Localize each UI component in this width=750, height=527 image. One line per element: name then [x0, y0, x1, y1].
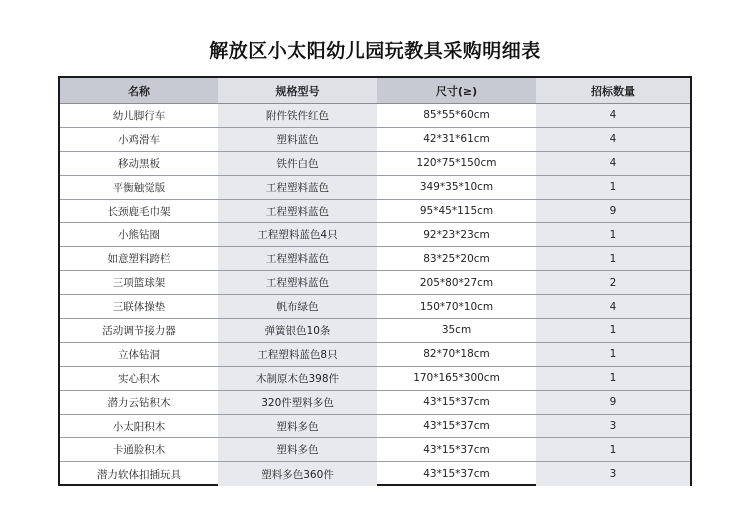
cell-size: 150*70*10cm	[377, 295, 536, 319]
cell-name: 如意塑料跨栏	[60, 247, 218, 271]
cell-size: 83*25*20cm	[377, 247, 536, 271]
table-header-row	[60, 78, 690, 104]
cell-size: 95*45*115cm	[377, 199, 536, 223]
table-body	[60, 104, 690, 486]
cell-quantity: 4	[536, 151, 690, 175]
table-row	[60, 295, 690, 319]
procurement-table	[58, 76, 692, 486]
cell-spec: 塑料多色	[218, 438, 377, 462]
cell-name: 幼儿脚行车	[60, 104, 218, 128]
table-row	[60, 366, 690, 390]
table-row	[60, 127, 690, 151]
cell-name: 卡通脸积木	[60, 438, 218, 462]
cell-name: 实心积木	[60, 366, 218, 390]
cell-name: 小太阳积木	[60, 414, 218, 438]
cell-name: 三项篮球架	[60, 271, 218, 295]
cell-quantity: 1	[536, 223, 690, 247]
cell-spec: 塑料蓝色	[218, 127, 377, 151]
table-row	[60, 104, 690, 128]
cell-quantity: 1	[536, 438, 690, 462]
cell-quantity: 1	[536, 175, 690, 199]
cell-spec: 工程塑料蓝色	[218, 271, 377, 295]
cell-name: 三联体操垫	[60, 295, 218, 319]
cell-quantity: 4	[536, 295, 690, 319]
header-quantity: 招标数量	[536, 78, 690, 104]
table-row	[60, 271, 690, 295]
cell-name: 立体钻洞	[60, 342, 218, 366]
cell-quantity: 9	[536, 199, 690, 223]
cell-size: 120*75*150cm	[377, 151, 536, 175]
cell-quantity: 1	[536, 319, 690, 343]
cell-quantity: 1	[536, 342, 690, 366]
table-row	[60, 390, 690, 414]
header-name: 名称	[60, 78, 218, 104]
cell-spec: 铁件白色	[218, 151, 377, 175]
cell-size: 42*31*61cm	[377, 127, 536, 151]
cell-name: 长颈鹿毛巾架	[60, 199, 218, 223]
cell-spec: 弹簧银色10条	[218, 319, 377, 343]
cell-spec: 工程塑料蓝色4只	[218, 223, 377, 247]
cell-size: 349*35*10cm	[377, 175, 536, 199]
cell-quantity: 1	[536, 247, 690, 271]
table-row	[60, 175, 690, 199]
table-row	[60, 151, 690, 175]
cell-spec: 320件塑料多色	[218, 390, 377, 414]
cell-size: 170*165*300cm	[377, 366, 536, 390]
cell-size: 92*23*23cm	[377, 223, 536, 247]
cell-quantity: 9	[536, 390, 690, 414]
cell-size: 85*55*60cm	[377, 104, 536, 128]
cell-size: 43*15*37cm	[377, 390, 536, 414]
table-row	[60, 438, 690, 462]
table-row	[60, 342, 690, 366]
cell-name: 活动调节接力器	[60, 319, 218, 343]
table-row	[60, 414, 690, 438]
cell-quantity: 1	[536, 366, 690, 390]
table-row	[60, 223, 690, 247]
table-row	[60, 199, 690, 223]
cell-spec: 帆布绿色	[218, 295, 377, 319]
cell-spec: 塑料多色360件	[218, 462, 377, 486]
cell-spec: 木制原木色398件	[218, 366, 377, 390]
table-row	[60, 319, 690, 343]
cell-name: 潜力软体扣插玩具	[97, 468, 181, 481]
cell-size: 82*70*18cm	[377, 342, 536, 366]
cell-name: 小熊钻圈	[60, 223, 218, 247]
cell-size: 43*15*37cm	[377, 438, 536, 462]
cell-size: 43*15*37cm	[423, 468, 490, 481]
cell-name: 小鸡滑车	[60, 127, 218, 151]
cell-quantity: 3	[536, 462, 690, 486]
cell-name: 移动黑板	[60, 151, 218, 175]
page-title: 解放区小太阳幼儿园玩教具采购明细表	[209, 40, 541, 62]
cell-quantity: 3	[536, 414, 690, 438]
cell-size: 205*80*27cm	[377, 271, 536, 295]
header-spec: 规格型号	[218, 78, 377, 104]
cell-quantity: 4	[536, 127, 690, 151]
cell-name: 潜力云钻积木	[60, 390, 218, 414]
header-size: 尺寸(≥)	[377, 78, 536, 104]
cell-size: 43*15*37cm	[377, 414, 536, 438]
cell-spec: 附件铁件红色	[218, 104, 377, 128]
cell-size: 35cm	[377, 319, 536, 343]
table-row	[60, 247, 690, 271]
cell-spec: 工程塑料蓝色	[218, 247, 377, 271]
cell-name: 平衡触觉版	[60, 175, 218, 199]
cell-spec: 工程塑料蓝色8只	[218, 342, 377, 366]
cell-quantity: 2	[536, 271, 690, 295]
cell-spec: 工程塑料蓝色	[218, 175, 377, 199]
cell-spec: 工程塑料蓝色	[218, 199, 377, 223]
cell-spec: 塑料多色	[218, 414, 377, 438]
procurement-table-grid	[60, 78, 690, 486]
cell-quantity: 4	[536, 104, 690, 128]
table-row	[60, 462, 690, 486]
